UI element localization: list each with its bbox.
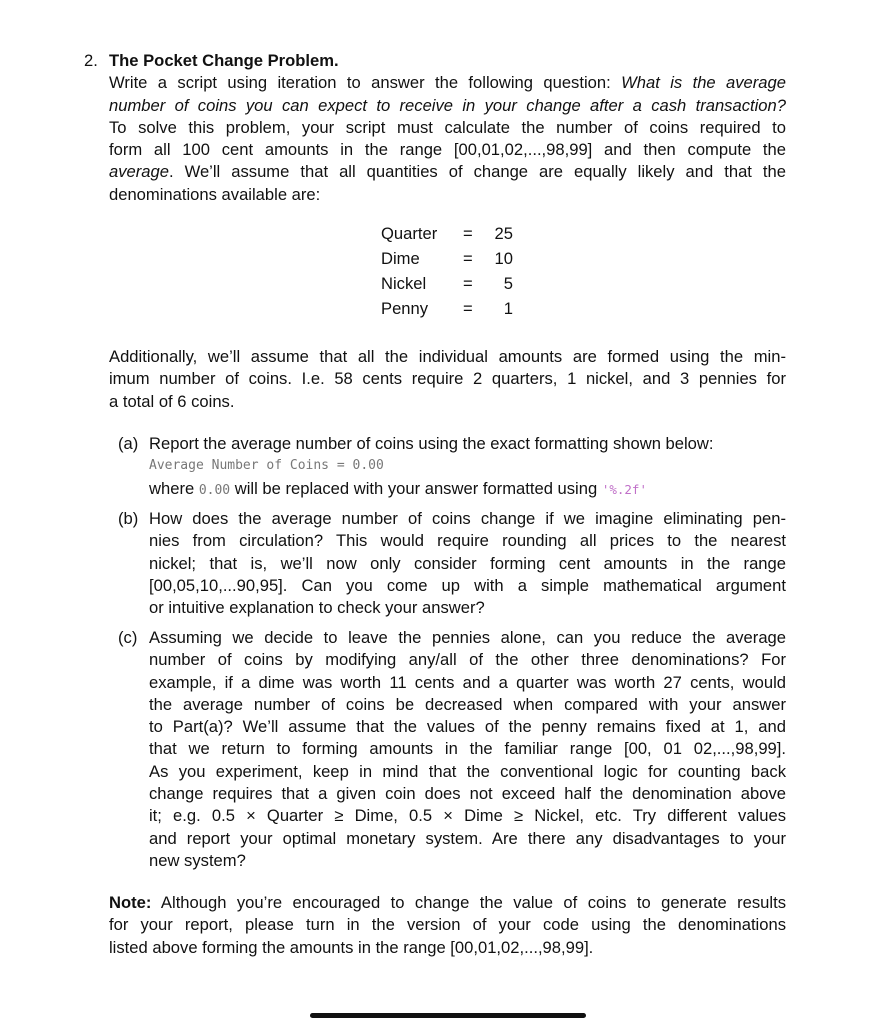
denomination-value: 1 — [503, 299, 513, 318]
intro-line: To solve this problem, your script must calculate the number of coins required to — [109, 117, 786, 137]
denomination-row — [381, 298, 521, 323]
equals-sign: = — [463, 274, 473, 293]
denomination-name: Penny — [381, 299, 429, 318]
denomination-row — [381, 248, 521, 273]
part-c-line: change requires that a given coin does not exceed half the denomination above — [149, 784, 786, 804]
intro-question-line: number of coins you can expect to receive in your change after a cash transaction? — [109, 95, 786, 115]
denomination-value: 10 — [494, 249, 513, 268]
part-c-line: the average number of coins be decreased when compared with your answer — [149, 694, 786, 714]
intro-text: Write a script using iteration to answer the following question: — [109, 73, 622, 93]
equals-sign: = — [463, 249, 473, 268]
placeholder-code: 0.00 — [198, 482, 231, 498]
part-b-line: [00,05,10,...90,95]. Can you come up with a simple mathematical argument — [149, 575, 786, 595]
part-a-text — [149, 433, 786, 502]
assumption-line: imum number of coins. I.e. 58 cents require 2 quarters, 1 nickel, and 3 pennies for — [109, 369, 786, 389]
note-line: listed above forming the amounts in the range [00,01,02,...,98,99]. — [109, 937, 594, 957]
note-line — [109, 892, 786, 914]
note-text: Although you’re encouraged to change the value of coins to generate results — [151, 893, 786, 912]
denomination-row — [381, 273, 521, 298]
part-c-line: Assuming we decide to leave the pennies alone, can you reduce the average — [149, 628, 786, 647]
part-b-line: or intuitive explanation to check your answer? — [149, 598, 485, 618]
part-c-text — [149, 627, 786, 872]
assumption-paragraph — [109, 346, 786, 413]
part-b-label: (b) — [118, 509, 139, 528]
part-c-line: As you experiment, keep in mind that the conventional logic for counting back — [149, 761, 786, 781]
intro-text: . We’ll assume that all quantities of change are equally likely and that the — [168, 162, 786, 182]
denomination-value: 5 — [503, 274, 513, 293]
part-c-line: and report your optimal monetary system. Are there any disadvantages to your — [149, 828, 786, 848]
part-c-line: number of coins by modifying any/all of the other three denominations? For — [149, 650, 786, 670]
home-indicator-bar[interactable] — [310, 1013, 586, 1018]
output-format-code: Average Number of Coins = 0.00 — [149, 458, 384, 474]
denomination-name: Nickel — [381, 274, 427, 293]
intro-question: What is the average — [621, 73, 786, 93]
part-c-line: example, if a dime was worth 11 cents and a quarter was worth 27 cents, would — [149, 672, 786, 692]
denomination-row — [381, 223, 521, 248]
denomination-name: Dime — [381, 249, 420, 268]
part-a-line: Report the average number of coins using the exact formatting shown below: — [149, 434, 714, 453]
part-a-text-segment: where — [149, 478, 199, 498]
part-b-text — [149, 508, 786, 619]
denomination-value: 25 — [494, 224, 513, 243]
denomination-name: Quarter — [381, 224, 438, 243]
problem-number: 2. — [84, 51, 98, 70]
part-c-line: new system? — [149, 850, 246, 870]
equals-sign: = — [463, 224, 473, 243]
part-c-label: (c) — [118, 628, 138, 647]
problem-title: The Pocket Change Problem. — [109, 51, 339, 70]
part-b-line: nies from circulation? This would require rounding all prices to the nearest — [149, 531, 786, 551]
intro-line: form all 100 cent amounts in the range [00,01,02,...,98,99] and then compute the — [109, 140, 786, 160]
intro-line — [109, 72, 786, 94]
intro-line: denominations available are: — [109, 184, 321, 204]
assumption-line: Additionally, we’ll assume that all the individual amounts are formed using the min- — [109, 347, 786, 366]
equals-sign: = — [463, 299, 473, 318]
part-c-line: to Part(a)? We’ll assume that the values of the penny remains fixed at 1, and — [149, 717, 786, 737]
note-label: Note: — [109, 893, 152, 912]
assumption-line: a total of 6 coins. — [109, 391, 235, 411]
part-c-line: that we return to forming amounts in the familiar range [00, 01 02,...,98,99]. — [149, 739, 786, 759]
intro-line — [109, 161, 786, 183]
note-line: for your report, please turn in the version of your code using the denominations — [109, 915, 786, 935]
note-paragraph — [109, 892, 786, 959]
problem-intro — [109, 50, 786, 206]
part-b-line: nickel; that is, we’ll now only consider forming cent amounts in the range — [149, 553, 786, 573]
intro-emphasis: average — [109, 162, 169, 182]
denomination-table — [381, 223, 521, 323]
part-a-label: (a) — [118, 434, 139, 453]
part-b-line: How does the average number of coins change if we imagine eliminating pen- — [149, 509, 786, 528]
format-string-code: '%.2f' — [601, 481, 647, 497]
part-c-line: it; e.g. 0.5 × Quarter ≥ Dime, 0.5 × Dime ≥ Nickel, etc. Try different values — [149, 806, 786, 826]
part-a-text-segment: will be replaced with your answer formatted using — [230, 478, 602, 498]
part-a-line — [149, 478, 786, 502]
